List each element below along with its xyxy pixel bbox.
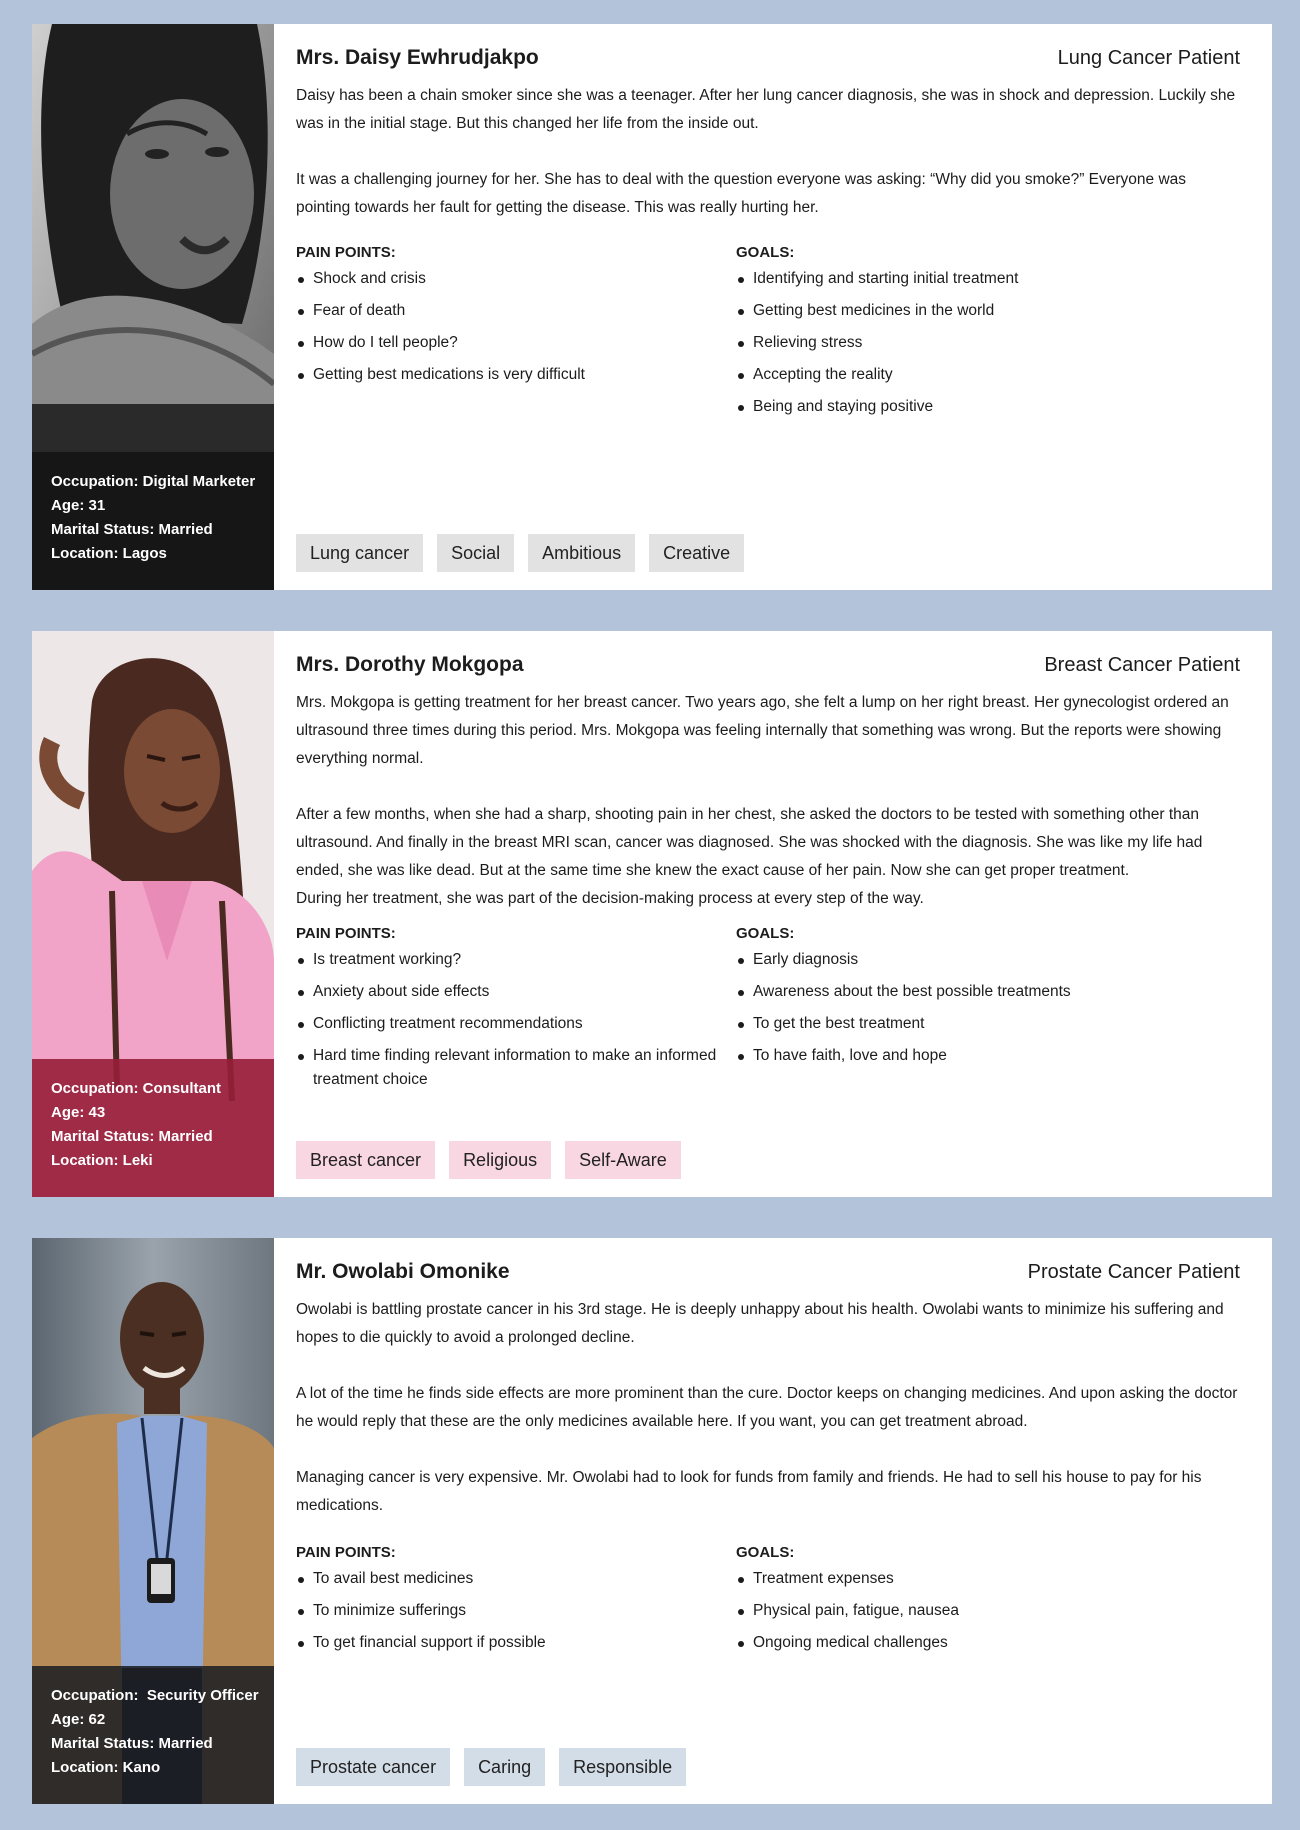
pain-point-item: To get financial support if possible xyxy=(296,1631,736,1655)
bio-paragraph: It was a challenging journey for her. She has to deal with the question everyone was asking: “Why did you smoke?” Everyone was pointing towards her fault for getting the disease. This was really hurting her. xyxy=(296,171,1187,216)
pain-point-item: To avail best medicines xyxy=(296,1567,736,1591)
bio-paragraph: Owolabi is battling prostate cancer in his 3rd stage. He is deeply unhappy about his health. Owolabi wants to minimize his suffering and hopes to die quickly to avoid a prolonged decline. xyxy=(296,1301,1224,1346)
tag-chip: Lung cancer xyxy=(296,534,423,572)
pain-point-item: To minimize sufferings xyxy=(296,1599,736,1623)
bio-paragraph: Mrs. Mokgopa is getting treatment for her breast cancer. Two years ago, she felt a lump on her right breast. Her gynecologist ordered an ultrasound three times during this period. Mrs. Mokgopa was feeling internally that something was wrong. But the reports were showing everything normal. xyxy=(296,694,1229,767)
pain-points-title: PAIN POINTS: xyxy=(296,1544,396,1561)
age: Age: 31 xyxy=(51,497,106,514)
persona-bio xyxy=(296,1296,1240,1520)
persona-subtitle: Lung Cancer Patient xyxy=(1057,47,1240,69)
occupation: Occupation: Digital Marketer xyxy=(51,473,256,490)
location: Location: Kano xyxy=(51,1759,161,1776)
bio-paragraph: During her treatment, she was part of the decision-making process at every step of the way. xyxy=(296,890,924,907)
tag-chip: Religious xyxy=(449,1141,551,1179)
tag-chip: Prostate cancer xyxy=(296,1748,450,1786)
persona-tags xyxy=(296,1141,681,1179)
goal-item: Getting best medicines in the world xyxy=(736,299,1018,323)
tag-chip: Self-Aware xyxy=(565,1141,681,1179)
persona-content xyxy=(274,631,1272,1197)
persona-photo xyxy=(32,24,274,590)
bio-paragraph: Daisy has been a chain smoker since she was a teenager. After her lung cancer diagnosis, she was in shock and depression. Luckily she was in the initial stage. But this changed her life from the inside out. xyxy=(296,87,1236,132)
bio-paragraph: Managing cancer is very expensive. Mr. Owolabi had to look for funds from family and friends. He had to sell his house to pay for his medications. xyxy=(296,1469,1202,1514)
location: Location: Leki xyxy=(51,1152,153,1169)
tag-chip: Social xyxy=(437,534,514,572)
pain-points-title: PAIN POINTS: xyxy=(296,925,396,942)
persona-content xyxy=(274,1238,1272,1804)
goals-section xyxy=(736,925,1071,1100)
persona-photo xyxy=(32,631,274,1197)
bio-paragraph: A lot of the time he finds side effects are more prominent than the cure. Doctor keeps on changing medicines. And upon asking the doctor he would reply that these are the only medicines available here. If you want, you can get treatment abroad. xyxy=(296,1385,1238,1430)
pain-point-item: Shock and crisis xyxy=(296,267,736,291)
pain-points-section xyxy=(296,244,736,427)
goals-title: GOALS: xyxy=(736,1544,795,1561)
pain-point-item: How do I tell people? xyxy=(296,331,736,355)
pain-points-section xyxy=(296,925,736,1100)
tag-chip: Creative xyxy=(649,534,744,572)
pain-point-item: Is treatment working? xyxy=(296,948,736,972)
pain-point-item: Getting best medications is very difficult xyxy=(296,363,736,387)
occupation: Occupation: Consultant xyxy=(51,1080,221,1097)
occupation: Occupation: Security Officer xyxy=(51,1687,259,1704)
goal-item: Early diagnosis xyxy=(736,948,1071,972)
pain-point-item: Fear of death xyxy=(296,299,736,323)
goal-item: Identifying and starting initial treatment xyxy=(736,267,1018,291)
persona-subtitle: Breast Cancer Patient xyxy=(1044,654,1240,676)
persona-subtitle: Prostate Cancer Patient xyxy=(1027,1261,1240,1283)
location: Location: Lagos xyxy=(51,545,167,562)
goal-item: To get the best treatment xyxy=(736,1012,1071,1036)
goal-item: Treatment expenses xyxy=(736,1567,959,1591)
goals-title: GOALS: xyxy=(736,925,795,942)
goals-section xyxy=(736,244,1018,427)
marital-status: Marital Status: Married xyxy=(51,521,213,538)
pain-points-title: PAIN POINTS: xyxy=(296,244,396,261)
persona-facts xyxy=(32,1059,274,1197)
tag-chip: Responsible xyxy=(559,1748,686,1786)
persona-facts xyxy=(32,452,274,590)
pain-point-item: Hard time finding relevant information to make an informed treatment choice xyxy=(296,1044,736,1092)
persona-bio xyxy=(296,82,1240,222)
pain-points-section xyxy=(296,1544,736,1663)
persona-bio xyxy=(296,689,1240,913)
persona-content xyxy=(274,24,1272,590)
tag-chip: Caring xyxy=(464,1748,545,1786)
persona-card xyxy=(32,24,1272,590)
age: Age: 62 xyxy=(51,1711,106,1728)
goal-item: Awareness about the best possible treatments xyxy=(736,980,1071,1004)
persona-name: Mrs. Daisy Ewhrudjakpo xyxy=(296,46,539,69)
goals-title: GOALS: xyxy=(736,244,795,261)
age: Age: 43 xyxy=(51,1104,106,1121)
pain-point-item: Conflicting treatment recommendations xyxy=(296,1012,736,1036)
marital-status: Marital Status: Married xyxy=(51,1128,213,1145)
marital-status: Marital Status: Married xyxy=(51,1735,213,1752)
persona-facts xyxy=(32,1666,274,1804)
persona-card xyxy=(32,1238,1272,1804)
goal-item: Accepting the reality xyxy=(736,363,1018,387)
goal-item: Ongoing medical challenges xyxy=(736,1631,959,1655)
persona-name: Mrs. Dorothy Mokgopa xyxy=(296,653,524,676)
persona-name: Mr. Owolabi Omonike xyxy=(296,1260,510,1283)
tag-chip: Ambitious xyxy=(528,534,635,572)
persona-photo xyxy=(32,1238,274,1804)
persona-tags xyxy=(296,534,744,572)
goal-item: Relieving stress xyxy=(736,331,1018,355)
persona-card xyxy=(32,631,1272,1197)
goal-item: To have faith, love and hope xyxy=(736,1044,1071,1068)
tag-chip: Breast cancer xyxy=(296,1141,435,1179)
goal-item: Being and staying positive xyxy=(736,395,1018,419)
pain-point-item: Anxiety about side effects xyxy=(296,980,736,1004)
goals-section xyxy=(736,1544,959,1663)
persona-tags xyxy=(296,1748,686,1786)
goal-item: Physical pain, fatigue, nausea xyxy=(736,1599,959,1623)
bio-paragraph: After a few months, when she had a sharp, shooting pain in her chest, she asked the doctors to be tested with something other than ultrasound. And finally in the breast MRI scan, cancer was diagnosed. She was shocked with the diagnosis. She was like my life had ended, she was like dead. But at the same time she knew the exact cause of her pain. Now she can get proper treatment. xyxy=(296,806,1203,879)
